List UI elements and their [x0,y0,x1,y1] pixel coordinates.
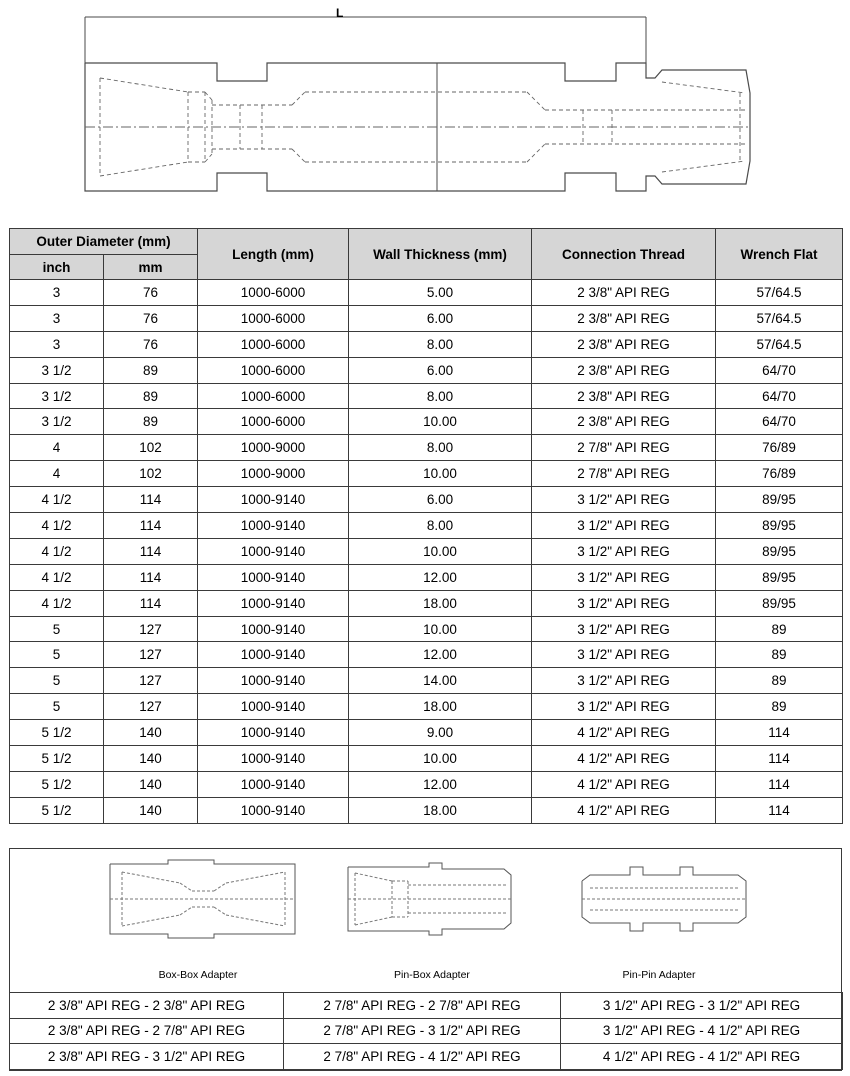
cell-od-inch: 4 [10,461,104,487]
caption-pin-box-adapter: Pin-Box Adapter [394,969,470,981]
table-row [10,694,843,720]
cell-wall-thickness: 8.00 [349,331,532,357]
cell-connection-thread: 3 1/2" API REG [532,564,716,590]
table-row [10,487,843,513]
table-row [10,797,843,823]
cell-wrench-flat: 89/95 [716,590,843,616]
table-row [10,642,843,668]
adapter-cell-pin-box: 2 7/8" API REG - 3 1/2" API REG [284,1018,561,1044]
table-row [10,538,843,564]
cell-connection-thread: 2 3/8" API REG [532,280,716,306]
cell-od-mm: 114 [104,564,198,590]
cell-wall-thickness: 8.00 [349,513,532,539]
cell-od-inch: 3 [10,305,104,331]
cell-od-inch: 4 1/2 [10,487,104,513]
cell-wrench-flat: 89/95 [716,564,843,590]
table-row [10,461,843,487]
cell-connection-thread: 3 1/2" API REG [532,642,716,668]
cell-length: 1000-6000 [198,383,349,409]
cell-od-mm: 127 [104,642,198,668]
cell-connection-thread: 3 1/2" API REG [532,694,716,720]
cell-od-inch: 5 1/2 [10,797,104,823]
table-row [10,280,843,306]
table-row [10,616,843,642]
adapter-section [9,848,842,1071]
cell-od-mm: 140 [104,720,198,746]
cell-wrench-flat: 114 [716,746,843,772]
cell-wall-thickness: 6.00 [349,305,532,331]
table-row [10,409,843,435]
adapter-cell-pin-pin: 3 1/2" API REG - 3 1/2" API REG [561,993,843,1019]
cell-od-inch: 4 [10,435,104,461]
table-row [10,771,843,797]
cell-od-mm: 114 [104,513,198,539]
table-row [10,720,843,746]
cell-wrench-flat: 89 [716,616,843,642]
table-row [10,513,843,539]
pin-box-adapter-figure [348,863,511,935]
table-row [10,746,843,772]
table-row [10,305,843,331]
cell-length: 1000-6000 [198,280,349,306]
cell-connection-thread: 3 1/2" API REG [532,513,716,539]
cell-length: 1000-9000 [198,435,349,461]
cell-connection-thread: 3 1/2" API REG [532,590,716,616]
adapter-cell-pin-pin: 4 1/2" API REG - 4 1/2" API REG [561,1044,843,1070]
header-wrench-flat: Wrench Flat [716,229,843,280]
cell-wall-thickness: 10.00 [349,746,532,772]
header-wall-thickness: Wall Thickness (mm) [349,229,532,280]
cell-od-mm: 140 [104,771,198,797]
caption-pin-pin-adapter: Pin-Pin Adapter [622,969,696,981]
cell-wall-thickness: 18.00 [349,590,532,616]
cell-wrench-flat: 89/95 [716,487,843,513]
cell-od-inch: 5 1/2 [10,720,104,746]
drill-collar-drawing [0,0,850,205]
cell-length: 1000-9140 [198,668,349,694]
cell-od-mm: 114 [104,487,198,513]
cell-wall-thickness: 8.00 [349,383,532,409]
header-inch: inch [10,255,104,280]
cell-length: 1000-6000 [198,305,349,331]
header-length: Length (mm) [198,229,349,280]
cell-wrench-flat: 114 [716,797,843,823]
cell-wall-thickness: 18.00 [349,694,532,720]
cell-length: 1000-9000 [198,461,349,487]
cell-wrench-flat: 76/89 [716,461,843,487]
cell-length: 1000-9140 [198,564,349,590]
cell-od-mm: 76 [104,305,198,331]
cell-od-mm: 127 [104,616,198,642]
cell-od-inch: 4 1/2 [10,564,104,590]
cell-od-inch: 4 1/2 [10,538,104,564]
cell-length: 1000-9140 [198,487,349,513]
cell-od-mm: 140 [104,746,198,772]
cell-connection-thread: 3 1/2" API REG [532,668,716,694]
cell-connection-thread: 2 7/8" API REG [532,435,716,461]
cell-connection-thread: 4 1/2" API REG [532,746,716,772]
adapter-row [10,993,843,1019]
cell-od-inch: 4 1/2 [10,513,104,539]
cell-od-inch: 3 [10,280,104,306]
cell-wall-thickness: 10.00 [349,409,532,435]
pin-pin-adapter-figure [582,867,746,931]
cell-wall-thickness: 14.00 [349,668,532,694]
cell-connection-thread: 3 1/2" API REG [532,487,716,513]
cell-connection-thread: 2 3/8" API REG [532,305,716,331]
cell-connection-thread: 3 1/2" API REG [532,538,716,564]
cell-length: 1000-9140 [198,590,349,616]
spec-table [9,228,843,824]
cell-wrench-flat: 57/64.5 [716,280,843,306]
cell-od-mm: 89 [104,383,198,409]
cell-length: 1000-9140 [198,746,349,772]
cell-wrench-flat: 64/70 [716,409,843,435]
cell-wrench-flat: 89/95 [716,538,843,564]
cell-connection-thread: 3 1/2" API REG [532,616,716,642]
cell-od-inch: 5 [10,642,104,668]
cell-od-mm: 76 [104,280,198,306]
table-row [10,564,843,590]
cell-wall-thickness: 10.00 [349,538,532,564]
cell-od-inch: 4 1/2 [10,590,104,616]
cell-length: 1000-9140 [198,513,349,539]
cell-od-inch: 3 1/2 [10,357,104,383]
cell-connection-thread: 2 7/8" API REG [532,461,716,487]
cell-od-inch: 5 [10,616,104,642]
cell-connection-thread: 2 3/8" API REG [532,409,716,435]
cell-wrench-flat: 114 [716,771,843,797]
cell-od-mm: 102 [104,461,198,487]
table-row [10,331,843,357]
cell-length: 1000-9140 [198,642,349,668]
cell-length: 1000-6000 [198,357,349,383]
adapter-cell-pin-pin: 3 1/2" API REG - 4 1/2" API REG [561,1018,843,1044]
cell-od-mm: 140 [104,797,198,823]
cell-wall-thickness: 9.00 [349,720,532,746]
cell-wall-thickness: 18.00 [349,797,532,823]
cell-length: 1000-9140 [198,797,349,823]
cell-length: 1000-6000 [198,409,349,435]
cell-wall-thickness: 6.00 [349,487,532,513]
cell-od-mm: 76 [104,331,198,357]
cell-od-inch: 5 [10,694,104,720]
table-row [10,590,843,616]
cell-wall-thickness: 12.00 [349,771,532,797]
cell-wrench-flat: 89/95 [716,513,843,539]
cell-wall-thickness: 8.00 [349,435,532,461]
header-connection-thread: Connection Thread [532,229,716,280]
cell-od-mm: 127 [104,694,198,720]
cell-od-mm: 127 [104,668,198,694]
header-outer-diameter: Outer Diameter (mm) [10,229,198,255]
cell-wrench-flat: 57/64.5 [716,305,843,331]
cell-wrench-flat: 89 [716,694,843,720]
cell-wall-thickness: 12.00 [349,564,532,590]
adapter-row [10,1018,843,1044]
cell-length: 1000-9140 [198,616,349,642]
cell-od-mm: 89 [104,409,198,435]
cell-od-inch: 5 1/2 [10,771,104,797]
adapter-cell-box-box: 2 3/8" API REG - 2 3/8" API REG [10,993,284,1019]
cell-wrench-flat: 89 [716,668,843,694]
cell-connection-thread: 2 3/8" API REG [532,357,716,383]
cell-wrench-flat: 64/70 [716,383,843,409]
cell-connection-thread: 4 1/2" API REG [532,771,716,797]
cell-connection-thread: 2 3/8" API REG [532,383,716,409]
adapter-cell-box-box: 2 3/8" API REG - 3 1/2" API REG [10,1044,284,1070]
table-row [10,435,843,461]
header-mm: mm [104,255,198,280]
cell-wrench-flat: 76/89 [716,435,843,461]
cell-length: 1000-9140 [198,720,349,746]
cell-wall-thickness: 10.00 [349,461,532,487]
cell-length: 1000-9140 [198,538,349,564]
table-row [10,668,843,694]
dimension-label: L [336,6,344,20]
adapter-cell-pin-box: 2 7/8" API REG - 2 7/8" API REG [284,993,561,1019]
cell-od-inch: 3 [10,331,104,357]
caption-box-box-adapter: Box-Box Adapter [158,969,238,981]
cell-od-inch: 5 [10,668,104,694]
cell-length: 1000-6000 [198,331,349,357]
adapter-cell-pin-box: 2 7/8" API REG - 4 1/2" API REG [284,1044,561,1070]
cell-od-inch: 3 1/2 [10,409,104,435]
table-row [10,357,843,383]
cell-od-mm: 102 [104,435,198,461]
cell-length: 1000-9140 [198,694,349,720]
cell-wall-thickness: 5.00 [349,280,532,306]
cell-connection-thread: 4 1/2" API REG [532,797,716,823]
cell-connection-thread: 2 3/8" API REG [532,331,716,357]
cell-wall-thickness: 6.00 [349,357,532,383]
cell-wrench-flat: 114 [716,720,843,746]
adapter-table [9,992,843,1070]
table-row [10,383,843,409]
cell-od-inch: 3 1/2 [10,383,104,409]
adapter-row [10,1044,843,1070]
cell-wall-thickness: 10.00 [349,616,532,642]
box-box-adapter-figure [110,860,295,938]
cell-length: 1000-9140 [198,771,349,797]
cell-wrench-flat: 89 [716,642,843,668]
cell-od-mm: 114 [104,538,198,564]
cell-od-mm: 89 [104,357,198,383]
cell-od-mm: 114 [104,590,198,616]
cell-connection-thread: 4 1/2" API REG [532,720,716,746]
adapter-cell-box-box: 2 3/8" API REG - 2 7/8" API REG [10,1018,284,1044]
cell-wall-thickness: 12.00 [349,642,532,668]
cell-od-inch: 5 1/2 [10,746,104,772]
cell-wrench-flat: 57/64.5 [716,331,843,357]
cell-wrench-flat: 64/70 [716,357,843,383]
